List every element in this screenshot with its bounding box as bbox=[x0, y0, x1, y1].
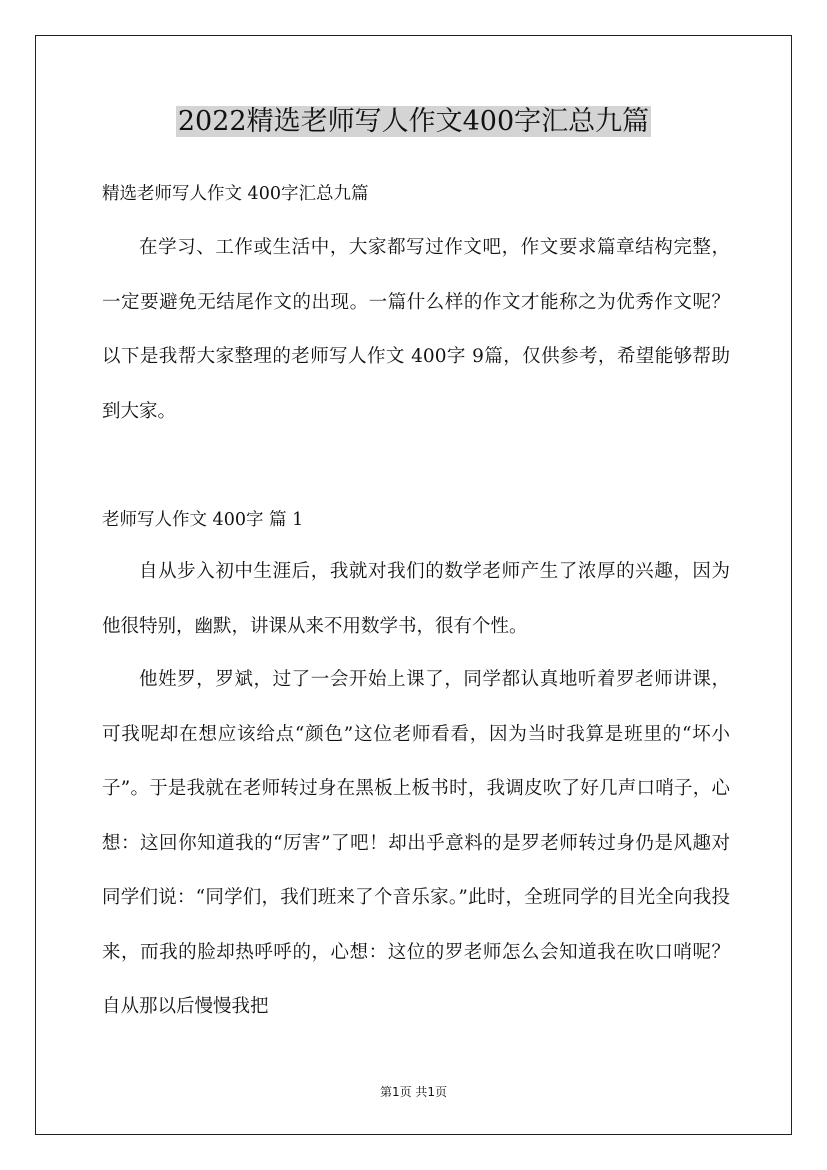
document-title-text: 2022精选老师写人作文400字汇总九篇 bbox=[177, 106, 650, 137]
document-subtitle: 精选老师写人作文 400字汇总九篇 bbox=[102, 184, 369, 204]
page-footer: 第1页 共1页 bbox=[379, 1085, 448, 1099]
intro-paragraph: 在学习、工作或生活中，大家都写过作文吧，作文要求篇章结构完整，一定要避免无结尾作文的出现。一篇什么样的作文才能称之为优秀作文呢？以下是我帮大家整理的老师写人作文 400字 9篇，仅供参考，希望能够帮助到大家。 bbox=[102, 237, 730, 422]
section-heading: 老师写人作文 400字 篇 1 bbox=[102, 510, 304, 530]
body-paragraph: 他姓罗，罗斌，过了一会开始上课了，同学都认真地听着罗老师讲课，可我呢却在想应该给点“颜色”这位老师看看，因为当时我算是班里的“坏小子”。于是我就在老师转过身在黑板上板书时，我调皮吹了好几声口哨子，心想：这回你知道我的“厉害”了吧！却出乎意料的是罗老师转过身仍是风趣对同学们说：“同学们，我们班来了个音乐家。”此时，全班同学的目光全向我投来，而我的脸却热呼呼的，心想：这位的罗老师怎么会知道我在吹口哨呢？自从那以后慢慢我把 bbox=[102, 669, 730, 1017]
body-paragraph: 自从步入初中生涯后，我就对我们的数学老师产生了浓厚的兴趣，因为他很特别，幽默，讲课从来不用数学书，很有个性。 bbox=[102, 561, 730, 637]
document-title bbox=[0, 100, 827, 144]
